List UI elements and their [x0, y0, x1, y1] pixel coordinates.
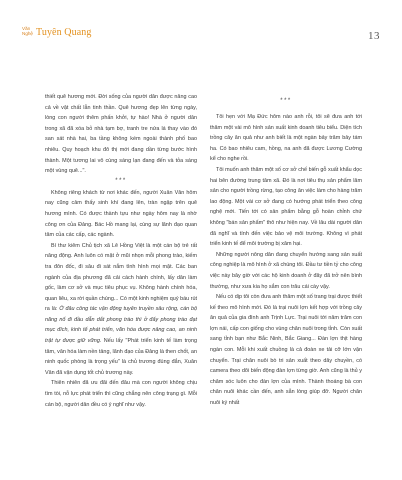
- paragraph: thiết quê hương mới. Đời sống của người dân được nâng cao cả về vật chất lẫn tinh thần. Quê hương đẹp lên từng ngày, lòng con người thêm phấn khởi, tự hào! Nhà ở người dân trong xã đã xóa bỏ nhà tạm bợ, tranh tre nứa lá thay vào đó san sát nhà hai, ba tầng không kém ngoài thành phố bao nhiêu. Quy hoạch khu đô thị mới đang dần từng bước hình thành. Một tương lai vô cùng sáng lạn đang đến và tỏa sáng một vùng quê...".: [45, 94, 197, 175]
- paragraph: [45, 241, 197, 379]
- paragraph-italic-text: Ở đâu công tác vận động tuyên truyền sâu rộng, cán bộ năng nổ đi đầu dẫn dắt phong trào thì ở đấy phong trào đạt mục đích, kinh tế phát triển, văn hóa được nâng cao, an ninh trật tự được giữ vững.: [45, 306, 197, 345]
- paragraph: Tôi hẹn với Mạ Đức hôm nào anh rỗi, tôi sẽ đưa anh tới thăm một vài mô hình sản xuất kinh doanh tiêu biểu. Diện tích trồng cây ăn quả như anh biết là một ngàn bảy trăm bảy tám ha. Có bao nhiêu cam, hồng, na anh đã được Lương Cường kể cho nghe rồi.: [210, 114, 362, 163]
- left-column: [45, 92, 197, 410]
- paragraph: Nếu có dịp tôi còn đưa anh thăm một số trang trại được thiết kế theo mô hình mới. Đó là trại nuôi lợn kết hợp với trồng cây ăn quả của gia đình anh Trịnh Lực. Trại nuôi tới năm trăm con lợn nái, cấp con giống cho vùng chăn nuôi trong tỉnh. Còn xuất sang tỉnh bạn như Bắc Ninh, Bắc Giang... Đàn lợn thịt hàng ngàn con. Mỗi khi xuất chuồng là cả đoàn xe tải cỡ lớn vận chuyển. Trại chăn nuôi bò tri sản xuất theo dây chuyền, có camera theo dõi biến động đàn lợn từng giờ. Anh cũng là thủ y chăm sóc luôn cho đàn lợn của mình. Thành thoáng bà con chăn nuôi khác cần đến, anh sẵn lòng giúp đỡ. Người chăn nuôi ký nhất: [210, 294, 362, 407]
- logo-small-text: [22, 27, 33, 37]
- logo-title: Tuyên Quang: [36, 27, 92, 38]
- page-number: 13: [368, 30, 380, 42]
- right-column: [210, 112, 362, 409]
- paragraph: Tôi muốn anh thăm một số cơ sở chế biến gỗ xuất khẩu dọc hai bên đường trung tâm xã. Đó là nơi tiêu thụ sản phẩm lâm sản cho người trồng rừng, tạo công ăn việc làm cho hàng trăm lao động. Một vài cơ sở đang có hướng phát triển theo công nghệ mới. Tiến tới có sản phẩm bằng gỗ hoàn chỉnh chứ không "bán sản phẩm" thô như hiện nay. Về lâu dài người dân đã nghĩ và tính đến việc bảo vệ môi trường. Không vì phát triển kinh tế để môi trường bị xâm hại.: [210, 166, 362, 248]
- logo-small-line2: Nghệ: [22, 30, 33, 36]
- paragraph-text-end: Nếu lấy "Phát triển kinh tế làm trọng tâm, văn hóa làm nền tảng, lãnh đạo của Đảng là then chốt, an ninh quốc phòng là trọng yếu" là chủ trương đúng đắn, Xuân Vân đã vận dụng tốt chủ trương này.: [45, 338, 198, 376]
- paragraph: Không riêng khách từ nơi khác đến, người Xuân Vân hôm nay cũng cảm thấy sinh khí đang lên, tràn ngập trên quê hương mình. Có được thành tựu như ngày hôm nay là nhờ công ơn của Đảng. Bác Hồ mang lại, cùng sự lãnh đạo quan tâm của các cấp, các ngành.: [45, 189, 197, 239]
- section-separator: ***: [115, 177, 127, 184]
- paragraph-text: Bí thư kiêm Chủ tịch xã Lê Hồng Việt là một cán bộ trẻ rất năng động. Anh luôn có mặt ở mũi nhọn mỗi phong trào, kiếm tra đôn đốc, đi sâu đi sát nắm tình hình mọi mặt. Các ban ngành của địa phương đã cải cách hành chính, lấy dân làm gốc, làm cơ sở và mục tiêu phục vụ. Không hành chính hóa, quan liêu, xa rời quần chúng... Có một kinh nghiệm quý báu rút ra là:: [45, 242, 197, 313]
- paragraph: Những người nông dân đang chuyển hướng sang sản xuất công nghiệp là mô hình ở xã chúng tôi. Đầu tư tiền tỷ cho công việc này bây giờ với các hộ kinh doanh ở đây đã trở nên bình thường, như xưa kia họ sắm con trâu cái cày vậy.: [210, 251, 362, 290]
- logo-small-line1: Văn: [22, 26, 31, 31]
- paragraph: Thiên nhiên đã ưu đãi đến đâu mà con người không chịu tìm tòi, nỗ lực phát triển thì cũng chẳng nên công trạng gì. Mỗi cán bộ, người dân đều có ý nghĩ như vậy.: [45, 380, 197, 408]
- section-separator: ***: [280, 98, 292, 104]
